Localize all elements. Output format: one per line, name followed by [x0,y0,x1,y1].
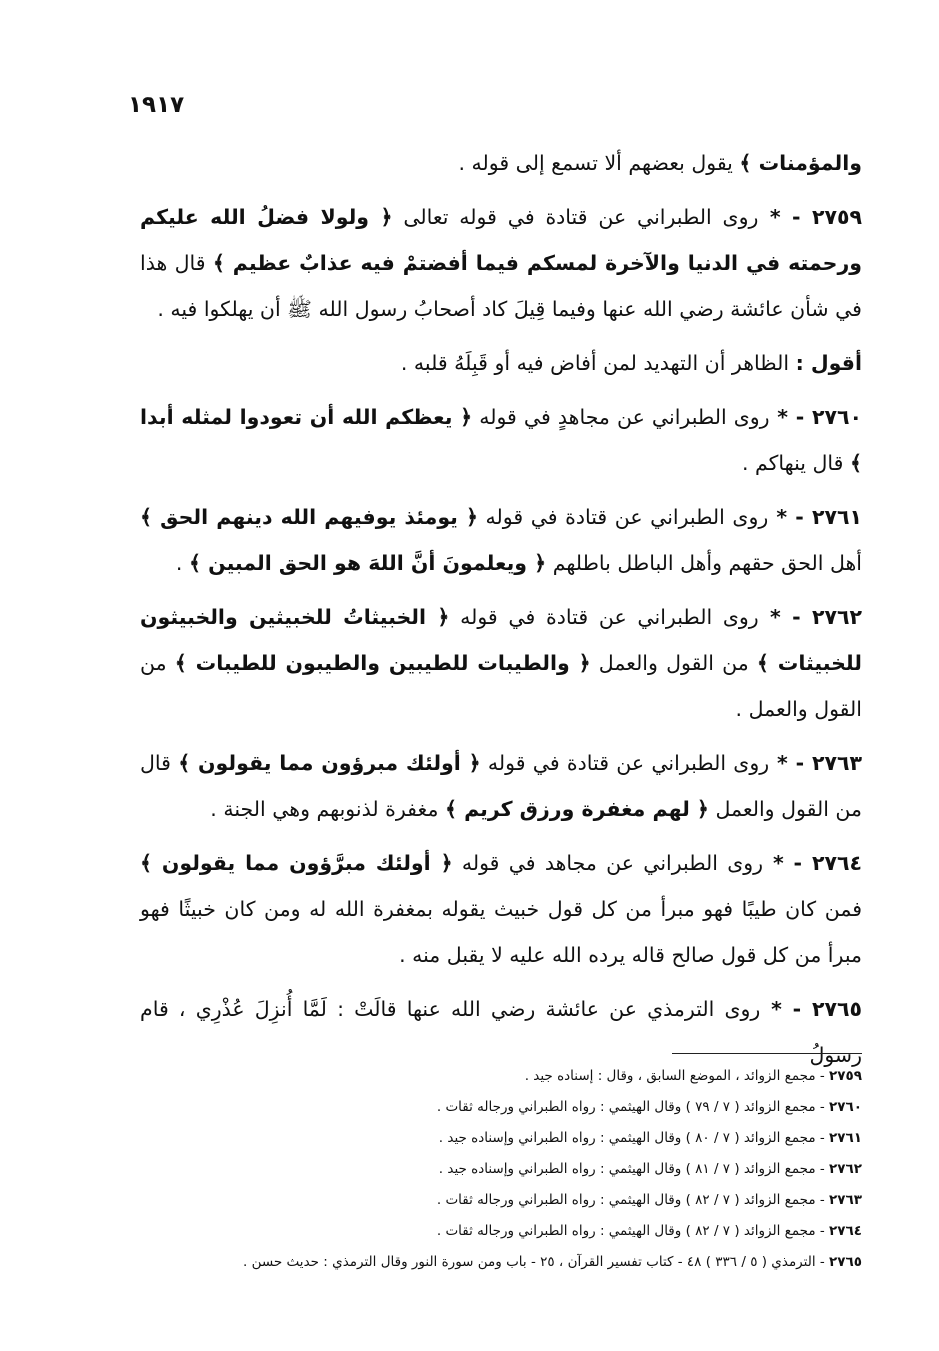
footnotes [140,1061,862,1278]
footnote-number: ٢٧٦٤ [829,1223,862,1239]
footnote-text: - مجمع الزوائد ( ٧ / ٨٢ ) وقال الهيثمي : رواه الطبراني ورجاله ثقات . [436,1223,830,1239]
hadith-number: ٢٧٦٢ - * [758,605,862,629]
quran-quote: والمؤمنات ﴾ [739,151,862,175]
paragraph-text: روى الطبراني عن قتادة في قوله [449,605,759,629]
footnote-line [140,1247,862,1278]
quran-quote: ﴿ الخبيثاتُ للخبيثين والخبيثون للخبيثات ﴾ [140,605,862,675]
hadith-number: ٢٧٦١ - * [768,505,862,529]
footnote-line [140,1123,862,1154]
footnote-text: - مجمع الزوائد ( ٧ / ٨٢ ) وقال الهيثمي : رواه الطبراني ورجاله ثقات . [436,1192,830,1208]
footnote-text: - الترمذي ( ٥ / ٣٣٦ ) ٤٨ - كتاب تفسير القرآن ، ٢٥ - باب ومن سورة النور وقال الترمذي : حديث حسن . [243,1254,830,1270]
paragraph-text: روى الطبراني عن مجاهدٍ في قوله [472,405,770,429]
paragraph-text: الظاهر أن التهديد لمن أفاض فيه أو قَبِلَهُ قلبه . [400,351,796,375]
hadith-number: ٢٧٦٤ - * [763,851,862,875]
footnote-separator [672,1053,862,1054]
quran-quote: أقول : [795,351,862,375]
paragraph-text: من القول والعمل . [140,651,862,721]
footnote-text: - مجمع الزوائد ( ٧ / ٨٠ ) وقال الهيثمي : رواه الطبراني وإسناده جيد . [438,1130,830,1146]
paragraph-text: قال ينهاكم . [741,451,850,475]
hadith-number: ٢٧٦٣ - * [769,751,863,775]
paragraph [140,594,862,732]
footnote-text: - مجمع الزوائد ( ٧ / ٧٩ ) وقال الهيثمي : رواه الطبراني ورجاله ثقات . [436,1099,830,1115]
hadith-number: ٢٧٦٠ - * [769,405,862,429]
paragraph [140,340,862,386]
quran-quote: ﴿ ويعلمونَ أنَّ اللهَ هو الحق المبين ﴾ [188,551,547,575]
paragraph [140,140,862,186]
paragraph-text: روى الترمذي عن عائشة رضي الله عنها قالَتْ : لَمَّا أُنزِلَ عُذْرِي ، قام رسولُ [140,997,862,1067]
paragraph-text: قال من القول والعمل [140,751,862,821]
quran-quote: ﴿ يعظكم الله أن تعودوا لمثله أبدا ﴾ [140,405,862,475]
footnote-line [140,1061,862,1092]
paragraph [140,394,862,486]
footnote-number: ٢٧٦٣ [829,1192,862,1208]
footnote-line [140,1185,862,1216]
footnote-line [140,1216,862,1247]
paragraph-text: روى الطبراني عن قتادة في قوله تعالى [392,205,759,229]
paragraph-text: روى الطبراني عن قتادة في قوله [480,751,770,775]
paragraph-text: روى الطبراني عن قتادة في قوله [478,505,769,529]
footnote-line [140,1154,862,1185]
quran-quote: ﴿ أولئك مبرَّؤون مما يقولون ﴾ [140,851,453,875]
hadith-number: ٢٧٥٩ - * [758,205,862,229]
paragraph-text: قال هذا في شأن عائشة رضي الله عنها وفيما قِيلَ كاد أصحابُ رسول الله ﷺ أن يهلكوا فيه . [140,251,862,321]
quran-quote: ﴿ لهم مغفرة ورزق كريم ﴾ [444,797,709,821]
footnote-number: ٢٧٦٠ [829,1099,862,1115]
paragraph-text: . [175,551,189,575]
footnote-text: - مجمع الزوائد ، الموضع السابق ، وقال : إسناده جيد . [524,1068,830,1084]
paragraph-text: فمن كان طيبًا فهو مبرأ من كل قول خبيث يقوله بمغفرة الله له ومن كان خبيثًا فهو مبرأ من كل قول صالح قاله يرده الله عليه لا يقبل منه . [140,897,862,967]
quran-quote: ﴿ أولئك مبرؤون مما يقولون ﴾ [178,751,481,775]
main-text [140,140,862,1086]
quran-quote: ﴿ والطيبات للطيبين والطيبون للطيبات ﴾ [174,651,591,675]
paragraph-text: مغفرة لذنوبهم وهي الجنة . [210,797,445,821]
footnote-line [140,1092,862,1123]
paragraph [140,840,862,978]
paragraph-text: أهل الحق حقهم وأهل الباطل باطلهم [546,551,862,575]
footnote-number: ٢٧٥٩ [829,1068,862,1084]
quran-quote: ﴿ يومئذ يوفيهم الله دينهم الحق ﴾ [140,505,479,529]
footnote-number: ٢٧٦١ [829,1130,862,1146]
paragraph-text: من القول والعمل [590,651,757,675]
paragraph [140,740,862,832]
quran-quote: ﴿ ولولا فضلُ الله عليكم ورحمته في الدنيا والآخرة لمسكم فيما أفضتمْ فيه عذابٌ عظيم ﴾ [140,205,862,275]
hadith-number: ٢٧٦٥ - * [760,997,862,1021]
footnote-number: ٢٧٦٥ [829,1254,862,1270]
paragraph [140,494,862,586]
paragraph-text: روى الطبراني عن مجاهد في قوله [452,851,764,875]
paragraph [140,194,862,332]
paragraph-text: يقول بعضهم ألا تسمع إلى قوله . [458,151,740,175]
footnote-number: ٢٧٦٢ [829,1161,862,1177]
page-number: ١٩١٧ [128,92,185,118]
footnote-text: - مجمع الزوائد ( ٧ / ٨١ ) وقال الهيثمي : رواه الطبراني وإسناده جيد . [438,1161,830,1177]
